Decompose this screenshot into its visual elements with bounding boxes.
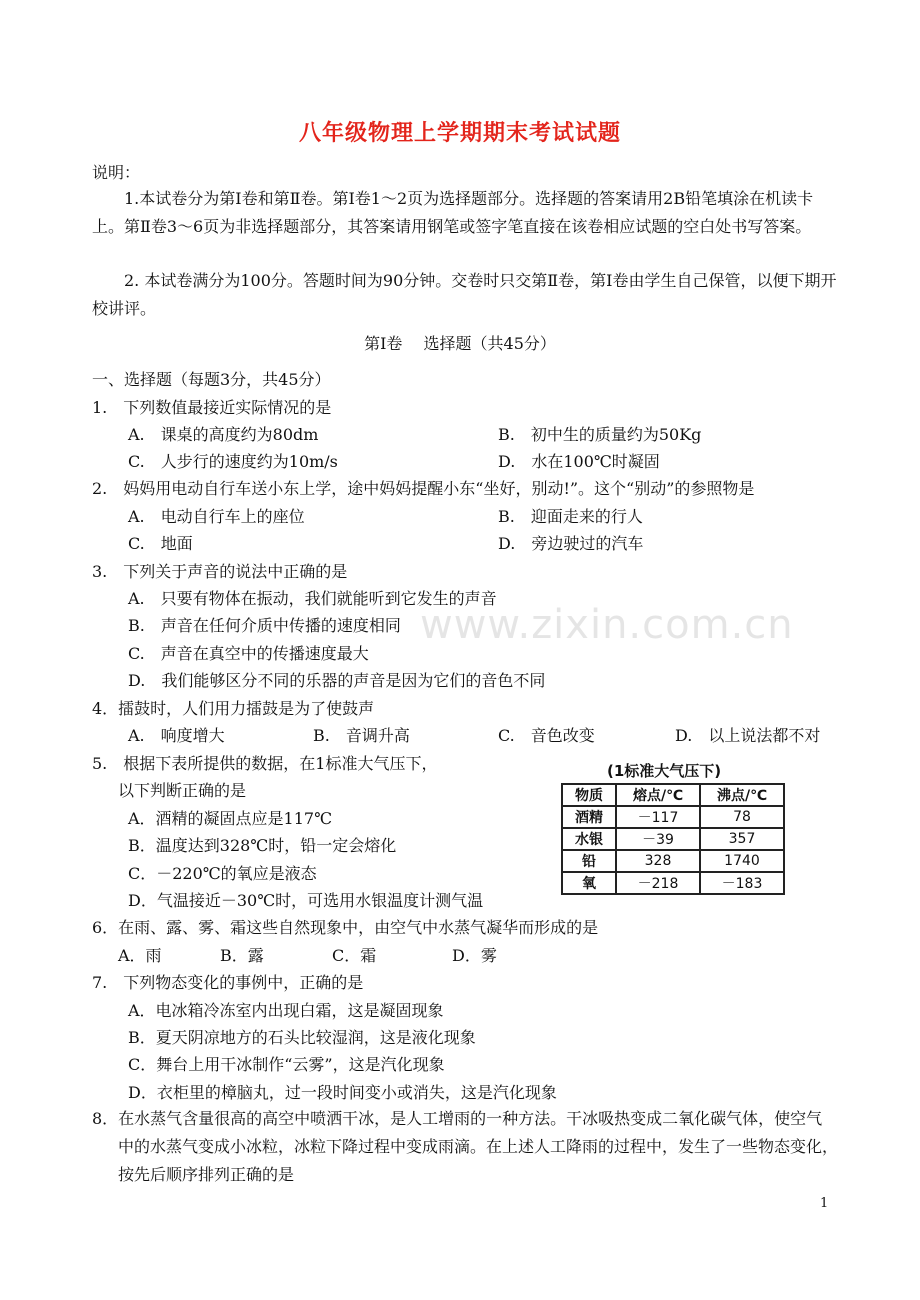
question-1-option-b: B. 初中生的质量约为50Kg [498, 425, 702, 444]
question-2-stem: 2. 妈妈用电动自行车送小东上学，途中妈妈提醒小东“坐好，别动!”。这个“别动”的参照物是 [92, 479, 755, 498]
question-2-option-d: D. 旁边驶过的汽车 [498, 534, 644, 553]
question-7-stem: 7. 下列物态变化的事例中，正确的是 [92, 973, 364, 992]
question-2-option-c: C. 地面 [128, 534, 193, 553]
question-5-option-a: A．酒精的凝固点应是117℃ [128, 809, 332, 828]
table-header-cell: 沸点/℃ [700, 784, 784, 806]
table-cell: 氧 [562, 872, 616, 894]
question-4-option-c: C. 音色改变 [498, 726, 595, 745]
question-4-option-a: A. 响度增大 [128, 726, 225, 745]
section-title: 第Ⅰ卷 选择题（共45分） [364, 334, 556, 353]
properties-table [561, 783, 785, 895]
question-2-option-b: B. 迎面走来的行人 [498, 507, 643, 526]
question-3-option-c: C. 声音在真空中的传播速度最大 [128, 644, 369, 663]
table-cell: 328 [616, 850, 700, 872]
question-3-option-d: D. 我们能够区分不同的乐器的声音是因为它们的音色不同 [128, 671, 546, 690]
table-cell: 78 [700, 806, 784, 828]
table-cell: 357 [700, 828, 784, 850]
table-row [562, 850, 784, 872]
question-1-option-d: D. 水在100℃时凝固 [498, 452, 660, 471]
question-6-option-a: A．雨 [118, 946, 162, 965]
table-cell: 水银 [562, 828, 616, 850]
table-cell: －117 [616, 806, 700, 828]
question-1-option-a: A. 课桌的高度约为80dm [128, 425, 319, 444]
question-6-option-c: C．霜 [332, 946, 377, 965]
table-cell: －218 [616, 872, 700, 894]
instructions-item-1: 1.本试卷分为第Ⅰ卷和第Ⅱ卷。第Ⅰ卷1～2页为选择题部分。选择题的答案请用2B铅笔填涂在机读卡上。第Ⅱ卷3～6页为非选择题部分，其答案请用钢笔或签字笔直接在该卷相应试题的空白处书写答案。 [92, 189, 814, 236]
table-caption: (1标准大气压下) [607, 762, 722, 780]
table-header-cell: 物质 [562, 784, 616, 806]
table-header-cell: 熔点/℃ [616, 784, 700, 806]
question-6-option-d: D．雾 [452, 946, 497, 965]
instructions-item-2: 2. 本试卷满分为100分。答题时间为90分钟。交卷时只交第Ⅱ卷，第Ⅰ卷由学生自己保管，以便下期开校讲评。 [92, 271, 837, 318]
instructions-heading: 说明： [92, 163, 141, 182]
question-5-stem-line-1: 5. 根据下表所提供的数据，在1标准大气压下， [92, 754, 438, 773]
question-5-stem-line-2: 以下判断正确的是 [118, 781, 247, 800]
question-3-option-b: B. 声音在任何介质中传播的速度相同 [128, 616, 401, 635]
question-1-option-c: C. 人步行的速度约为10m/s [128, 452, 338, 471]
table-cell: 1740 [700, 850, 784, 872]
question-5-option-d: D．气温接近－30℃时，可选用水银温度计测气温 [128, 891, 484, 910]
question-4-option-d: D. 以上说法都不对 [675, 726, 821, 745]
question-4-stem: 4．擂鼓时，人们用力擂鼓是为了使鼓声 [92, 699, 375, 718]
part-heading: 一、选择题（每题3分，共45分） [92, 370, 331, 389]
table-cell: －39 [616, 828, 700, 850]
question-5-option-b: B．温度达到328℃时，铅一定会熔化 [128, 836, 397, 855]
table-row [562, 872, 784, 894]
question-3-stem: 3. 下列关于声音的说法中正确的是 [92, 562, 348, 581]
question-2-option-a: A. 电动自行车上的座位 [128, 507, 305, 526]
page-number: 1 [820, 1196, 829, 1211]
question-7-option-a: A．电冰箱冷冻室内出现白霜，这是凝固现象 [128, 1001, 444, 1020]
table-cell: 酒精 [562, 806, 616, 828]
question-7-option-d: D．衣柜里的樟脑丸，过一段时间变小或消失，这是汽化现象 [128, 1083, 557, 1102]
question-7-option-b: B．夏天阴凉地方的石头比较湿润，这是液化现象 [128, 1028, 476, 1047]
question-4-option-b: B. 音调升高 [313, 726, 410, 745]
question-8-stem: 8．在水蒸气含量很高的高空中喷洒干冰，是人工增雨的一种方法。干冰吸热变成二氧化碳气体，使空气中的水蒸气变成小冰粒，冰粒下降过程中变成雨滴。在上述人工降雨的过程中，发生了一些物态变化，按先后顺序排列正确的是 [92, 1109, 839, 1184]
question-5-option-c: C．－220℃的氧应是液态 [128, 864, 317, 883]
table-row [562, 828, 784, 850]
watermark: www.zixin.com.cn [420, 602, 794, 648]
page-title: 八年级物理上学期期末考试试题 [298, 121, 621, 146]
question-1-stem: 1. 下列数值最接近实际情况的是 [92, 398, 332, 417]
table-cell: 铅 [562, 850, 616, 872]
question-3-option-a: A. 只要有物体在振动，我们就能听到它发生的声音 [128, 589, 497, 608]
table-cell: －183 [700, 872, 784, 894]
question-6-option-b: B．露 [220, 946, 264, 965]
table-row [562, 806, 784, 828]
question-6-stem: 6．在雨、露、雾、霜这些自然现象中，由空气中水蒸气凝华而形成的是 [92, 918, 599, 937]
question-7-option-c: C．舞台上用干冰制作“云雾”，这是汽化现象 [128, 1055, 445, 1074]
table-header-row [562, 784, 784, 806]
